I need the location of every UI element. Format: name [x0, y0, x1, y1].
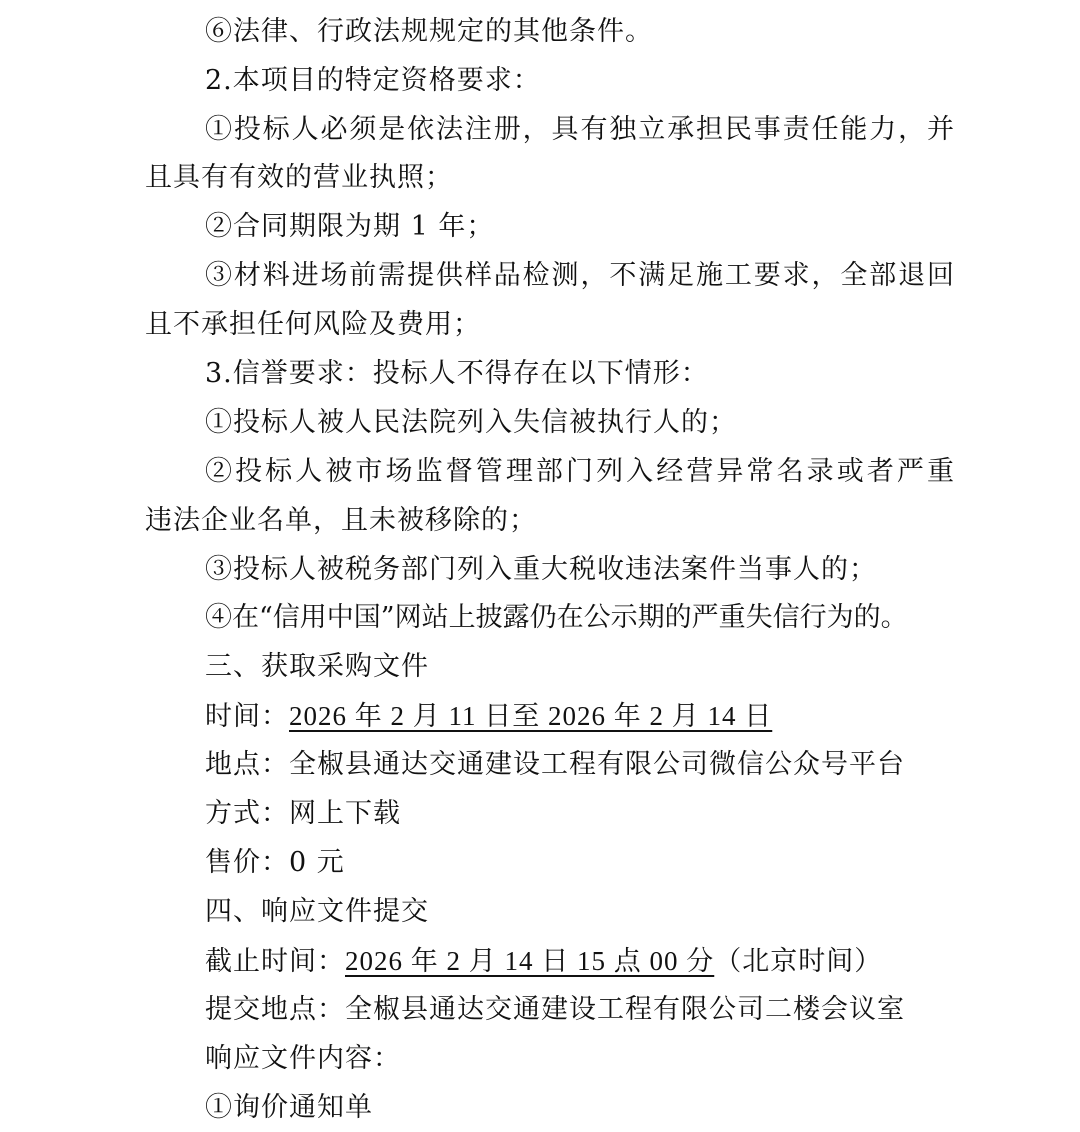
credit-item-1: ①投标人被人民法院列入失信被执行人的；	[205, 407, 737, 438]
deadline-value: 2026 年 2 月 14 日 15 点 00 分	[345, 946, 715, 976]
submit-location-row	[205, 990, 905, 1030]
obtain-location-row	[205, 745, 905, 785]
obtain-location-value: 全椒县通达交通建设工程有限公司微信公众号平台	[289, 749, 905, 780]
qualification-item-1-line-1: ①投标人必须是依法注册，具有独立承担民事责任能力，并	[205, 114, 955, 145]
specific-qualification-heading: 2.本项目的特定资格要求：	[205, 65, 541, 96]
obtain-time-value: 2026 年 2 月 11 日至 2026 年 2 月 14 日	[289, 701, 773, 731]
response-content-item-1: ①询价通知单	[205, 1092, 373, 1123]
price-value: 0 元	[289, 847, 345, 878]
obtain-method-row	[205, 794, 401, 834]
section-four-heading: 四、响应文件提交	[205, 896, 429, 927]
deadline-label: 截止时间：	[205, 946, 345, 977]
submit-location-value: 全椒县通达交通建设工程有限公司二楼会议室	[345, 994, 905, 1025]
credit-item-4: ④在“信用中国”网站上披露仍在公示期的严重失信行为的。	[205, 602, 908, 633]
response-content-heading: 响应文件内容：	[205, 1043, 401, 1074]
credit-item-2-line-1: ②投标人被市场监督管理部门列入经营异常名录或者严重	[205, 456, 955, 487]
submit-location-label: 提交地点：	[205, 994, 345, 1025]
obtain-method-value: 网上下载	[289, 798, 401, 829]
section-three-heading: 三、获取采购文件	[205, 651, 429, 682]
credit-requirement-heading: 3.信誉要求：投标人不得存在以下情形：	[205, 358, 709, 389]
obtain-time-row	[205, 696, 772, 736]
obtain-location-label: 地点：	[205, 749, 289, 780]
qualification-item-3-line-1: ③材料进场前需提供样品检测，不满足施工要求，全部退回	[205, 260, 955, 291]
credit-item-2-line-2: 违法企业名单，且未被移除的；	[145, 505, 537, 536]
qualification-item-2: ②合同期限为期 1 年；	[205, 211, 495, 242]
obtain-method-label: 方式：	[205, 798, 289, 829]
price-label: 售价：	[205, 847, 289, 878]
qualification-item-1-line-2: 且具有有效的营业执照；	[145, 162, 453, 193]
deadline-row	[205, 941, 882, 981]
credit-item-3: ③投标人被税务部门列入重大税收违法案件当事人的；	[205, 554, 877, 585]
obtain-time-label: 时间：	[205, 701, 289, 732]
price-row	[205, 843, 345, 883]
other-conditions-item: ⑥法律、行政法规规定的其他条件。	[205, 16, 653, 47]
qualification-item-3-line-2: 且不承担任何风险及费用；	[145, 309, 481, 340]
deadline-timezone: （北京时间）	[714, 946, 883, 977]
